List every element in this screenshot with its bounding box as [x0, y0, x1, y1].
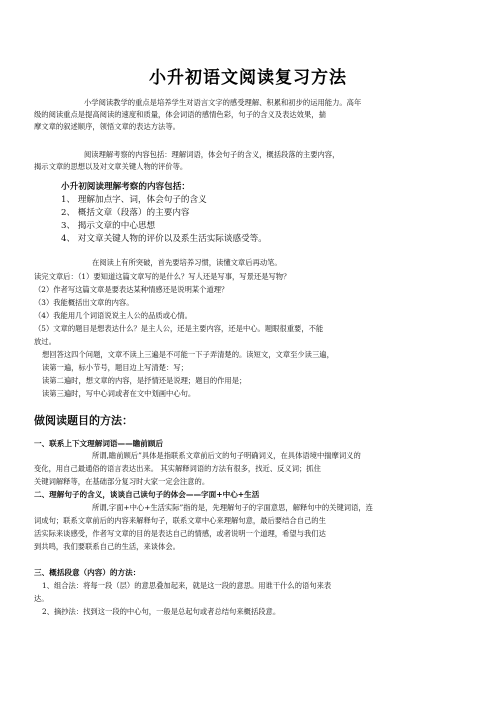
habit-line: 读第一遍，标小节号，题目边上写清楚：写； — [42, 363, 188, 372]
habit-line: （5）文章的题目是想表达什么？是主人公，还是主要内容，还是中心。题眼很重要，不能 — [34, 324, 324, 333]
section-line: 达。 — [34, 594, 49, 603]
section-line: 所谓,字面+中心+生活实际”指的是，先理解句子的字面意思，解释句中的关键词语，连 — [92, 503, 373, 512]
content-item: 2、 概括文章（段落）的主要内容 — [61, 208, 190, 218]
section-heading: 三、概括段意（内容）的方法： — [34, 568, 141, 577]
section-line: 词成句；联系文章前后的内容来解释句子，联系文章中心来理解句意，最后要结合自己的生 — [34, 516, 326, 525]
section-line: 活实际来谈感受，作者写文章的目的是表达自己的情感，或者说明一个道理，希望与我们达 — [34, 529, 326, 538]
habit-line: 在阅读上有所突破，首先要培养习惯，读懂文章后再动笔。 — [92, 258, 282, 267]
intro-line: 小学阅读教学的重点是培养学生对语言文字的感受理解、积累和初步的运用能力。高年 — [84, 98, 362, 107]
habit-line: （4）我能用几个词语说说主人公的品质或心情。 — [34, 311, 192, 320]
intro-line: 级的阅读重点是提高阅读的速度和质量，体会词语的感情色彩，句子的含义及表达效果，揣 — [34, 110, 326, 119]
habit-line: 读完文章后：（1）要知道这篇文章写的是什么？写人还是写事，写景还是写物？ — [34, 272, 291, 281]
scope-line: 揭示文章的思想以及对文章关键人物的评价等。 — [34, 162, 188, 171]
document-title: 小升初语文阅读复习方法 — [149, 68, 347, 88]
intro-line: 摩文章的叙述顺序，领悟文章的表达方法等。 — [34, 122, 180, 131]
section-line: 变化，用自己最通俗的语言表达出来。 其实解释词语的方法有很多，找近、反义词；抓住 — [34, 464, 321, 473]
content-item: 3、 揭示文章的中心思想 — [61, 221, 156, 231]
habit-line: （3）我能概括出文章的内容。 — [34, 298, 134, 307]
content-heading: 小升初阅读理解考察的内容包括： — [61, 182, 190, 192]
scope-line: 阅读理解考察的内容包括：理解词语，体会句子的含义，概括段落的主要内容， — [84, 150, 340, 159]
section-line: 2、摘抄法：找到这一段的中心句，一般是总起句或者总结句来概括段意。 — [42, 607, 281, 616]
section-line: 到共鸣，我们要联系自己的生活，来谈体会。 — [34, 542, 180, 551]
content-item: 1、 理解加点字、词，体会句子的含义 — [61, 195, 207, 205]
section-heading: 二、理解句子的含义，谈谈自己读句子的体会——字面+中心+生活 — [34, 490, 260, 499]
habit-line: 读第三遍时，写中心词或者在文中划画中心句。 — [42, 389, 196, 398]
habit-line: 读第二遍时，想文章的内容，是抒情还是说理；题目的作用是； — [42, 376, 247, 385]
habit-line: 想回答这四个问题，文章不读上三遍是不可能一下子弄清楚的。读短文，文章至少读三遍， — [42, 350, 334, 359]
habit-line: 放过。 — [34, 337, 56, 346]
section-line: 所谓,瞻前顾后”具体是指联系文章前后文的句子明确词义，在具体语境中揣摩词义的 — [92, 451, 361, 460]
section-heading: 一、联系上下文理解词语——瞻前顾后 — [34, 439, 164, 448]
habit-line: （2）作者写这篇文章是要表达某种情感还是说明某个道理？ — [34, 285, 229, 294]
section-line: 1、组合法：将每一段（层）的意思叠加起来，就是这一段的意思。用谁干什么的语句来表 — [42, 581, 332, 590]
content-item: 4、 对文章关键人物的评价以及系生活实际谈感受等。 — [61, 234, 267, 244]
section-line: 关键词解释等，在基础部分复习时大家一定会注意的。 — [34, 477, 210, 486]
methods-heading: 做阅读题目的方法： — [34, 414, 133, 427]
